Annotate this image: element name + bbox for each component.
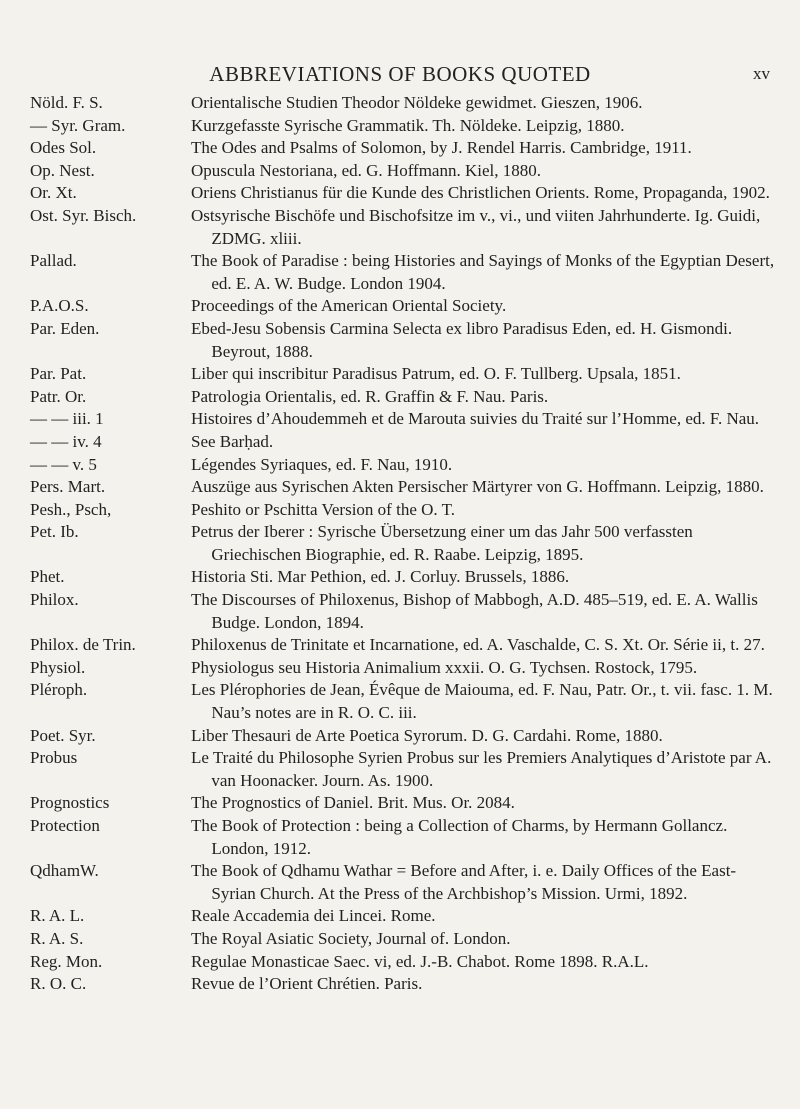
book-reference: Orientalische Studien Theodor Nöldeke gewidmet. Gieszen, 1906.: [191, 93, 643, 112]
book-reference: Auszüge aus Syrischen Akten Persischer Märtyrer von G. Hoffmann. Leipzig, 1880.: [191, 477, 764, 497]
abbreviation: Par. Pat.: [30, 364, 87, 384]
abbreviation-entry: [30, 408, 775, 431]
abbreviation: Op. Nest.: [30, 160, 95, 180]
abbreviation: Phet.: [30, 567, 65, 587]
abbreviation: Reg. Mon.: [30, 951, 103, 971]
abbreviation: — — iii. 1: [30, 409, 104, 429]
abbreviation: Nöld. F. S.: [30, 93, 103, 112]
abbreviation-entry: [30, 295, 775, 318]
book-reference: The Discourses of Philoxenus, Bishop of Mabbogh, A.D. 485–519, ed. E. A. Wallis Budge. London, 1894.: [191, 590, 758, 632]
abbreviation-entry: [30, 182, 775, 205]
abbreviation: Pers. Mart.: [30, 477, 106, 497]
abbreviation: Physiol.: [30, 657, 86, 677]
abbreviation-entry: [30, 792, 775, 815]
book-reference: See Barḥad.: [191, 431, 274, 451]
abbreviation-entry: [30, 928, 775, 951]
abbreviation-entry: [30, 815, 775, 860]
abbreviation-entry: [30, 747, 775, 792]
abbreviation-entry: [30, 250, 775, 295]
abbreviation-entry: [30, 205, 775, 250]
book-reference: Ostsyrische Bischöfe und Bischofsitze im v., vi., und viiten Jahrhunderte. Ig. Guidi, ZDMG. xliii.: [191, 205, 761, 248]
abbreviation-entry: [30, 589, 775, 634]
abbreviation-entry: [30, 318, 775, 363]
running-title: ABBREVIATIONS OF BOOKS QUOTED: [209, 62, 591, 86]
abbreviation-entry: [30, 160, 775, 183]
book-reference: Patrologia Orientalis, ed. R. Graffin & F. Nau. Paris.: [191, 386, 549, 406]
abbreviation-entry: [30, 657, 775, 680]
abbreviation: Odes Sol.: [30, 138, 97, 158]
book-reference: Philoxenus de Trinitate et Incarnatione, ed. A. Vaschalde, C. S. Xt. Or. Série ii, t. 27.: [191, 635, 765, 655]
abbreviation-entry: [30, 431, 775, 454]
abbreviation: Par. Eden.: [30, 318, 100, 338]
abbreviation: Probus: [30, 748, 78, 768]
abbreviation: Ost. Syr. Bisch.: [30, 205, 137, 225]
book-reference: Petrus der Iberer : Syrische Übersetzung einer um das Jahr 500 verfassten Griechischen Biographie, ed. R. Raabe. Leipzig, 1895.: [191, 522, 693, 564]
book-reference: Ebed-Jesu Sobensis Carmina Selecta ex libro Paradisus Eden, ed. H. Gismondi. Beyrout, 1888.: [191, 318, 733, 361]
abbreviation-entry: [30, 521, 775, 566]
abbreviation-entry: [30, 860, 775, 905]
abbreviation: Or. Xt.: [30, 183, 77, 203]
abbreviation: Protection: [30, 816, 100, 835]
book-reference: Historia Sti. Mar Pethion, ed. J. Corluy. Brussels, 1886.: [191, 567, 570, 587]
abbreviation: Pesh., Psch,: [30, 499, 112, 519]
abbreviation: Philox. de Trin.: [30, 635, 136, 655]
book-reference: The Prognostics of Daniel. Brit. Mus. Or. 2084.: [191, 793, 515, 813]
abbreviation: Philox.: [30, 590, 79, 610]
abbreviation: Prognostics: [30, 793, 110, 813]
book-reference: The Book of Protection : being a Collection of Charms, by Hermann Gollancz. London, 1912.: [191, 816, 728, 858]
book-reference: Oriens Christianus für die Kunde des Christlichen Orients. Rome, Propaganda, 1902.: [191, 183, 770, 203]
abbreviation-entry: [30, 725, 775, 748]
abbreviation: Pléroph.: [30, 680, 88, 700]
book-reference: Légendes Syriaques, ed. F. Nau, 1910.: [191, 454, 453, 474]
book-reference: Opuscula Nestoriana, ed. G. Hoffmann. Kiel, 1880.: [191, 160, 541, 180]
book-reference: Liber qui inscribitur Paradisus Patrum, ed. O. F. Tullberg. Upsala, 1851.: [191, 364, 681, 384]
abbreviation-entry: [30, 454, 775, 477]
abbreviation: — Syr. Gram.: [30, 115, 126, 135]
abbreviation-entry: [30, 499, 775, 522]
abbreviation-entry: [30, 905, 775, 928]
abbreviation: Poet. Syr.: [30, 725, 96, 745]
abbreviation-entry: [30, 634, 775, 657]
book-reference: Le Traité du Philosophe Syrien Probus sur les Premiers Analytiques d’Aristote par A. van Hoonacker. Journ. As. 1900.: [191, 748, 772, 790]
book-reference: The Odes and Psalms of Solomon, by J. Rendel Harris. Cambridge, 1911.: [191, 138, 692, 158]
abbreviation-entry: [30, 951, 775, 974]
abbreviation-entry: [30, 386, 775, 409]
abbreviation: QdhamW.: [30, 861, 99, 881]
abbreviation: — — iv. 4: [30, 431, 102, 451]
book-reference: Reale Accademia dei Lincei. Rome.: [191, 906, 436, 926]
abbreviation: Pallad.: [30, 251, 77, 271]
abbreviation-entry: [30, 566, 775, 589]
book-reference: Histoires d’Ahoudemmeh et de Marouta suivies du Traité sur l’Homme, ed. F. Nau.: [191, 409, 760, 429]
abbreviation-entry: [30, 137, 775, 160]
book-reference: Peshito or Pschitta Version of the O. T.: [191, 499, 455, 519]
abbreviation-entry: [30, 679, 775, 724]
abbreviation-entry: [30, 115, 775, 138]
abbreviation: Patr. Or.: [30, 386, 87, 406]
book-reference: Revue de l’Orient Chrétien. Paris.: [191, 974, 423, 994]
abbreviation-entry: [30, 363, 775, 386]
page-header: [30, 60, 770, 88]
abbreviation-entry: [30, 476, 775, 499]
abbreviation: R. A. L.: [30, 906, 85, 926]
abbreviations-list: [30, 92, 775, 996]
book-reference: The Book of Paradise : being Histories and Sayings of Monks of the Egyptian Desert, ed. E. A. W. Budge. London 1904.: [191, 251, 775, 293]
abbreviation: Pet. Ib.: [30, 522, 79, 542]
page-number: xv: [753, 64, 770, 83]
abbreviation-entry: [30, 973, 775, 996]
book-reference: Regulae Monasticae Saec. vi, ed. J.-B. Chabot. Rome 1898. R.A.L.: [191, 951, 649, 971]
book-reference: The Royal Asiatic Society, Journal of. London.: [191, 928, 511, 948]
abbreviation-entry: [30, 92, 775, 115]
abbreviation: R. O. C.: [30, 974, 87, 994]
abbreviation: — — v. 5: [30, 454, 97, 474]
book-reference: Proceedings of the American Oriental Society.: [191, 296, 507, 316]
abbreviation: P.A.O.S.: [30, 296, 89, 316]
book-reference: Physiologus seu Historia Animalium xxxii. O. G. Tychsen. Rostock, 1795.: [191, 657, 698, 677]
book-reference: Liber Thesauri de Arte Poetica Syrorum. D. G. Cardahi. Rome, 1880.: [191, 725, 663, 745]
abbreviation: R. A. S.: [30, 928, 84, 948]
book-reference: The Book of Qdhamu Wathar = Before and After, i. e. Daily Offices of the East-Syrian Church. At the Press of the Archbishop’s Mission. Urmi, 1892.: [191, 861, 737, 903]
book-reference: Kurzgefasste Syrische Grammatik. Th. Nöldeke. Leipzig, 1880.: [191, 115, 625, 135]
book-reference: Les Plérophories de Jean, Évêque de Maiouma, ed. F. Nau, Patr. Or., t. vii. fasc. 1. M. Nau’s notes are in R. O. C. iii.: [191, 680, 773, 723]
